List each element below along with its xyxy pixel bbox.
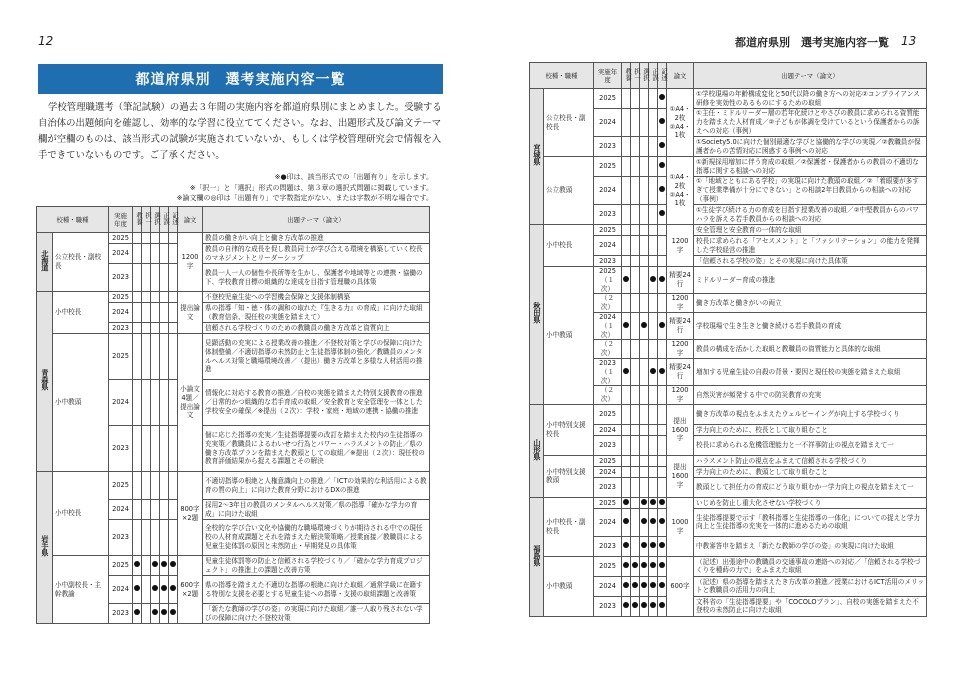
col-kijutsu: 記述	[658, 63, 667, 89]
theme-cell: ハラスメント防止の視点をふまえて信頼される学校づくり	[694, 455, 927, 466]
theme-cell: 児童生徒体罰等の防止と信頼される学校づくり／「確かな学力育成プロジェクト」の推進上の課題と改善方策	[203, 556, 430, 576]
col-ronbun: 論文	[178, 207, 203, 233]
theme-cell: 情報化に対応する教育の推進／自校の実態を踏まえた特別支援教育の推進／日常的かつ組織的な若手育成の取組／安全教育と安全管理を一体とした学校安全の確保／※提出（２次）：学校・家庭・地域の連携・協働の推進	[203, 380, 430, 426]
year-cell: 2025	[594, 225, 622, 236]
grade-cell: 小中校長	[544, 225, 594, 267]
theme-cell: 安全管理と安全教育の一体的な取組	[694, 225, 927, 236]
mark-kyoyo	[622, 497, 631, 508]
col-year: 実施年度	[594, 63, 622, 89]
table-row	[37, 334, 430, 380]
year-cell: 2023	[109, 520, 133, 556]
mark-seigo	[160, 556, 169, 576]
year-cell: 2025	[594, 497, 622, 508]
mark-kyoyo	[622, 576, 631, 596]
year-cell: 2024	[594, 177, 622, 205]
page-number-left: 12	[38, 34, 54, 48]
mark-sentaku	[640, 576, 649, 596]
ronbun-cell: 精要24行	[667, 312, 694, 339]
col-seigo: 正誤	[160, 207, 169, 233]
table-row	[530, 267, 927, 294]
theme-cell: 教員の自律的な成長を促し教員同士が学び合える環境を構築していく校長のマネジメントとリーダーシップ	[203, 244, 430, 264]
note-line: ※論文欄の◎印は「出題有り」で字数指定がない、または字数が不明な場合です。	[176, 194, 433, 202]
col-seigo: 正誤	[649, 63, 658, 89]
pref-cell: 秋田県	[530, 225, 544, 405]
theme-cell: 採用2～3年目の教員のメンタルヘルス対策／県の指導「確かな学力の育成」に向けた取組	[203, 500, 430, 520]
year-cell: 2023	[109, 323, 133, 334]
ronbun-cell: 提出1600字	[667, 455, 694, 497]
ronbun-cell: 1200字	[667, 386, 694, 405]
year-cell: 2025	[594, 89, 622, 109]
intro-paragraph: 学校管理職選考（筆記試験）の過去３年間の実施内容を都道府県別にまとめました。受験する自治体の出題傾向を確認し、効率的な学習に役立ててください。なお、出題形式及び論文テーマ欄が空欄のものは、該当形式の試験が実施されていないか、もしくは学校管理研究会で情報を入手できていないものです。ご了承ください。	[38, 102, 442, 161]
grade-cell: 小中校長・副校長	[544, 497, 594, 556]
ronbun-cell: 600字	[667, 556, 694, 616]
col-year: 実施年度	[109, 207, 133, 233]
pref-cell: 岩手県	[37, 472, 53, 624]
mark-seigo	[649, 536, 658, 556]
ronbun-cell: ①A4・2枚②A4・1枚	[667, 89, 694, 157]
col-sentaku: 選択	[151, 207, 160, 233]
ronbun-cell: 1200字	[667, 294, 694, 313]
year-cell: （２次）	[594, 386, 622, 405]
year-cell: 2023	[594, 596, 622, 616]
mark-kyoyo	[622, 556, 631, 576]
theme-cell: 学力向上のために、教頭として取り組むこと	[694, 466, 927, 477]
col-ronbun: 論文	[667, 63, 694, 89]
notes	[177, 172, 433, 204]
table-row	[530, 89, 927, 109]
mark-kijutsu	[658, 596, 667, 616]
year-cell: 2024	[109, 576, 133, 604]
theme-cell: 増加する児童生徒の自殺の背景・要因と現任校の実態を踏まえた取組	[694, 358, 927, 385]
mark-kijutsu	[658, 556, 667, 576]
theme-cell: ①学校現場の年齢構成変化と50代以降の働き方への対応②コンプライアンス研修を実効性のあるものにするための取組	[694, 89, 927, 109]
year-cell: 2023	[594, 536, 622, 556]
mark-kyoyo	[622, 596, 631, 616]
grade-cell: 小中校長	[53, 292, 109, 334]
right-page	[481, 0, 962, 684]
col-theme: 出題テーマ（論文）	[694, 63, 927, 89]
theme-cell: 信頼される学校づくりのための教職員の働き方改革と資質向上	[203, 323, 430, 334]
mark-kyoyo	[622, 508, 631, 536]
pref-cell: 青森県	[37, 292, 53, 472]
theme-cell: 教員の構成を活かした取組と教職員の資質能力と具体的な取組	[694, 340, 927, 359]
mark-kijutsu	[658, 89, 667, 109]
mark-kijutsu	[169, 576, 178, 604]
col-kyoyo: 教養	[622, 63, 631, 89]
grade-cell: 公立教頭	[544, 157, 594, 225]
mark-kijutsu	[658, 358, 667, 385]
theme-cell: ①「地域とともにある学校」の実現に向けた教頭の取組／②「着眼要が多すぎて授業準備が十分にできない」との相談2年目教員からの相談への対応（事例）	[694, 177, 927, 205]
theme-cell: 県の指導「知・徳・体の調和の取れた『生きる力』の育成」に向けた取組（教育信条、現任校の実態を踏まえて）	[203, 303, 430, 323]
theme-cell: 中教審答申を踏まえ「新たな教師の学びの姿」の実現に向けた取組	[694, 536, 927, 556]
theme-cell: 生徒指導提要で示す「教科指導と生徒指導の一体化」についての捉えと学力向上と生徒指導の充実を一体的に進めるための取組	[694, 508, 927, 536]
mark-sentaku	[640, 312, 649, 339]
pref-cell: 山形県	[530, 404, 544, 497]
year-cell: 2025	[594, 157, 622, 177]
col-sentaku: 選択	[640, 63, 649, 89]
mark-sentaku	[640, 556, 649, 576]
mark-sentaku	[151, 604, 160, 624]
theme-cell: 不登校児童生徒への学習機会保障と支援体制構築	[203, 292, 430, 303]
mark-kyoyo	[622, 536, 631, 556]
grade-cell: 小中教頭	[53, 334, 109, 472]
col-kyoyo: 教養	[133, 207, 142, 233]
table-row	[530, 225, 927, 236]
mark-seigo	[649, 576, 658, 596]
year-cell: 2024	[594, 109, 622, 137]
mark-kyoyo	[133, 604, 142, 624]
theme-cell: 校長に求められる危機管理能力と一不祥事防止の視点を踏まえて一	[694, 435, 927, 455]
ronbun-cell: 精要24行	[667, 267, 694, 294]
mark-kijutsu	[658, 267, 667, 294]
year-cell: 2025（１次）	[594, 267, 622, 294]
col-takuitsu: 択一	[631, 63, 640, 89]
theme-cell: 不適切指導の根絶と人権意識向上の推進／「ICTの効果的な利活用による教育の質の向上」に向けた教育分野におけるDXの推進	[203, 472, 430, 500]
theme-cell: 教頭として担任力の育成にどう取り組むか一学力向上の視点を踏まえて一	[694, 477, 927, 497]
mark-kijutsu	[658, 536, 667, 556]
year-cell: 2025	[109, 233, 133, 244]
ronbun-cell: 提出論文	[178, 292, 203, 334]
theme-cell: 県の指導を踏まえた不適切な指導の根絶に向けた取組／通常学級に在籍する特別な支援を必要とする児童生徒への指導・支援の取組課題と改善策	[203, 576, 430, 604]
grade-cell: 小中特別支援教頭	[544, 455, 594, 497]
theme-cell: 文科省の「生徒指導提要」や「COCOLOプラン」、自校の実態を踏まえた不登校の未然防止に向けた取組	[694, 596, 927, 616]
theme-cell: ①Society5.0に向けた個別最適な学びと協働的な学びの実現／②教職員が保護者からの苦情対応に困惑する事例への対応	[694, 137, 927, 157]
year-cell: 2024	[109, 500, 133, 520]
theme-cell: 教員の働きがい向上と働き方改革の推進	[203, 233, 430, 244]
table-header-row	[37, 207, 430, 233]
theme-cell: 校長に求められる「アセスメント」と「ファシリテーション」の能力を発揮した学校経営の推進	[694, 236, 927, 256]
year-cell: 2023	[109, 264, 133, 292]
theme-cell: 学校現場で生き生きと働き続ける若手教員の育成	[694, 312, 927, 339]
col-kijutsu: 記述	[169, 207, 178, 233]
year-cell: 2023	[594, 477, 622, 497]
mark-kyoyo	[133, 576, 142, 604]
grade-cell: 小中教頭	[544, 267, 594, 405]
year-cell: 2023（１次）	[594, 358, 622, 385]
mark-takuitsu	[631, 576, 640, 596]
table-row	[37, 233, 430, 244]
theme-cell: 「信頼される学校の姿」とその実現に向けた具体策	[694, 256, 927, 267]
pref-cell: 宮城県	[530, 89, 544, 225]
col-grade: 校種・職種	[530, 63, 594, 89]
mark-sentaku	[640, 497, 649, 508]
theme-cell: 全校的な学び合い文化や協働的な職場環境づくりが期待される中での現任校の人材育成課題とそれを踏まえた解決策策略／授業面接／教職員による児童生徒体罰の原因と未然防止・早期発見の具体策	[203, 520, 430, 556]
note-line: ※●印は、該当形式での「出題有り」を示します。	[274, 173, 433, 181]
theme-cell: 働き方改革と働きがいの両立	[694, 294, 927, 313]
mark-kijutsu	[658, 508, 667, 536]
year-cell: 2023	[594, 205, 622, 225]
year-cell: 2023	[109, 426, 133, 472]
mark-sentaku	[640, 596, 649, 616]
mark-takuitsu	[631, 596, 640, 616]
table-row	[37, 472, 430, 500]
theme-cell: 自然災害が頻発する中での防災教育の充実	[694, 386, 927, 405]
year-cell: 2025	[109, 334, 133, 380]
mark-sentaku	[151, 556, 160, 576]
mark-kijutsu	[169, 604, 178, 624]
year-cell: 2025	[109, 472, 133, 500]
year-cell: （２次）	[594, 294, 622, 313]
ronbun-cell: 提出1600字	[667, 404, 694, 455]
theme-cell: ①生徒学び続ける力の育成を目指す授業改善の取組／②中堅教員からのパワハラを訴える若手教員からの相談への対応	[694, 205, 927, 225]
year-cell: 2025	[594, 455, 622, 466]
theme-cell: 学力向上のために、校長として取り組むこと	[694, 424, 927, 435]
grade-cell: 公立校長・副校長	[53, 233, 109, 292]
ronbun-cell: 1000字	[667, 497, 694, 556]
mark-sentaku	[640, 508, 649, 536]
col-grade: 校種・職種	[37, 207, 109, 233]
year-cell: 2025	[109, 556, 133, 576]
year-cell: 2025	[594, 404, 622, 424]
year-cell: 2024	[594, 424, 622, 435]
year-cell: 2024	[594, 576, 622, 596]
ronbun-cell: 1200字	[178, 233, 203, 292]
mark-seigo	[649, 267, 658, 294]
theme-cell: ①主任・ミドルリーダー層の若年化続けとやさびの教員に求められる資質能力を踏まえた人材育成／②子どもが体調を受けているという保護者からの訴えへの対応（事例）	[694, 109, 927, 137]
theme-cell: 個に応じた指導の充実／生徒指導提要の改訂を踏まえた校内の生徒指導の充実策／教職員によるわいせつ行為とパワー・ハラスメントの防止／県の働き方改革プランを踏まえた教頭としての取組／※提出（２次）：現任校の教育評価結果から捉える課題とその解決	[203, 426, 430, 472]
table-row	[37, 556, 430, 576]
mark-seigo	[160, 576, 169, 604]
page-banner-title: 都道府県別 選考実施内容一覧	[38, 64, 443, 94]
table-row	[37, 292, 430, 303]
mark-kijutsu	[169, 556, 178, 576]
mark-kijutsu	[658, 312, 667, 339]
year-cell: 2025	[109, 292, 133, 303]
mark-sentaku	[640, 536, 649, 556]
mark-kyoyo	[622, 267, 631, 294]
mark-kijutsu	[658, 157, 667, 177]
page-number-right: 13	[901, 34, 917, 48]
right-exam-table	[529, 62, 927, 617]
mark-kijutsu	[658, 177, 667, 205]
year-cell: 2023	[594, 435, 622, 455]
table-row	[530, 497, 927, 508]
theme-cell: 「新たな教師の学びの姿」の実現に向けた取組／誰一人取り残されない学びの保障に向けた不登校対策	[203, 604, 430, 624]
year-cell: 2024	[594, 466, 622, 477]
mark-seigo	[160, 604, 169, 624]
table-header-row	[530, 63, 927, 89]
pref-cell: 北海道	[37, 233, 53, 292]
grade-cell: 小中教頭	[544, 556, 594, 616]
note-line: ※「択一」と「選択」形式の問題は、第３章の選択式問題に掲載しています。	[189, 183, 433, 192]
col-theme: 出題テーマ（論文）	[203, 207, 430, 233]
table-row	[530, 556, 927, 576]
theme-cell: いじめを防止し重大化させない学校づくり	[694, 497, 927, 508]
grade-cell: 小中校長	[53, 472, 109, 556]
year-cell: 2024	[109, 380, 133, 426]
mark-sentaku	[151, 576, 160, 604]
year-cell: 2025	[594, 556, 622, 576]
theme-cell: （記述）出張途中の教職員の交通事故の連絡への対応／「信頼される学校づくりを種蒔の力で」をふまえた取組	[694, 556, 927, 576]
mark-kyoyo	[133, 556, 142, 576]
grade-cell: 公立校長・副校長	[544, 89, 594, 157]
theme-cell: （記述）県の指導を踏まえたき方改革の推進／授業におけるICT活用のメリットと教職員の活用力の向上	[694, 576, 927, 596]
mark-seigo	[649, 596, 658, 616]
mark-kijutsu	[658, 497, 667, 508]
ronbun-cell: 800字×2題	[178, 472, 203, 556]
mark-kijutsu	[658, 205, 667, 225]
ronbun-cell: 精要24行	[667, 358, 694, 385]
grade-cell: 小中副校長・主幹教諭	[53, 556, 109, 624]
year-cell: （２次）	[594, 340, 622, 359]
year-cell: 2023	[594, 137, 622, 157]
ronbun-cell: ①A4・2枚②A4・1枚	[667, 157, 694, 225]
table-row	[530, 157, 927, 177]
year-cell: 2024	[109, 244, 133, 264]
year-cell: 2023	[594, 256, 622, 267]
mark-kyoyo	[622, 358, 631, 385]
mark-kijutsu	[658, 137, 667, 157]
mark-kijutsu	[658, 576, 667, 596]
mark-seigo	[649, 556, 658, 576]
mark-takuitsu	[631, 556, 640, 576]
theme-cell: ミドルリーダー育成の推進	[694, 267, 927, 294]
table-row	[530, 404, 927, 424]
grade-cell: 小中特別支援校長	[544, 404, 594, 455]
year-cell: 2024	[594, 508, 622, 536]
year-cell: 2024	[109, 303, 133, 323]
table-row	[530, 455, 927, 466]
year-cell: 2024	[594, 236, 622, 256]
col-takuitsu: 択一	[142, 207, 151, 233]
ronbun-cell: 1200字	[667, 225, 694, 267]
year-cell: 2023	[109, 604, 133, 624]
theme-cell: 働き方改革の視点をふまえたウェルビーイングが向上する学校づくり	[694, 404, 927, 424]
ronbun-cell: 1200字	[667, 340, 694, 359]
pref-cell: 福島県	[530, 497, 544, 616]
theme-cell: ①新規採用増加に伴う育成の取組／②保護者・保護者からの教員の不適切な指導に関する相談への対応	[694, 157, 927, 177]
mark-kyoyo	[622, 312, 631, 339]
ronbun-cell: 600字×2題	[178, 556, 203, 624]
mark-kijutsu	[658, 109, 667, 137]
mark-seigo	[649, 497, 658, 508]
theme-cell: 見顕活動の充実による授業改善の推進／不登校対策と学びの保障に向けた体制整備／不適切指導の未然防止と生徒指導体制の強化／教職員のメンタルヘルス対策と職場環境改善／（提出）働き方改革と多様な人材活用の推進	[203, 334, 430, 380]
mark-seigo	[649, 358, 658, 385]
year-cell: 2024（１次）	[594, 312, 622, 339]
running-header: 都道府県別 選考実施内容一覧	[735, 36, 889, 49]
mark-seigo	[649, 508, 658, 536]
theme-cell: 教員一人一人の個性や長所等を生かし、保護者や地域等との連携・協働の下、学校教育目標の組織的な達成を目指す管理職の具体策	[203, 264, 430, 292]
left-exam-table	[36, 206, 430, 624]
ronbun-cell: 小論文4題／提出論文	[178, 334, 203, 472]
